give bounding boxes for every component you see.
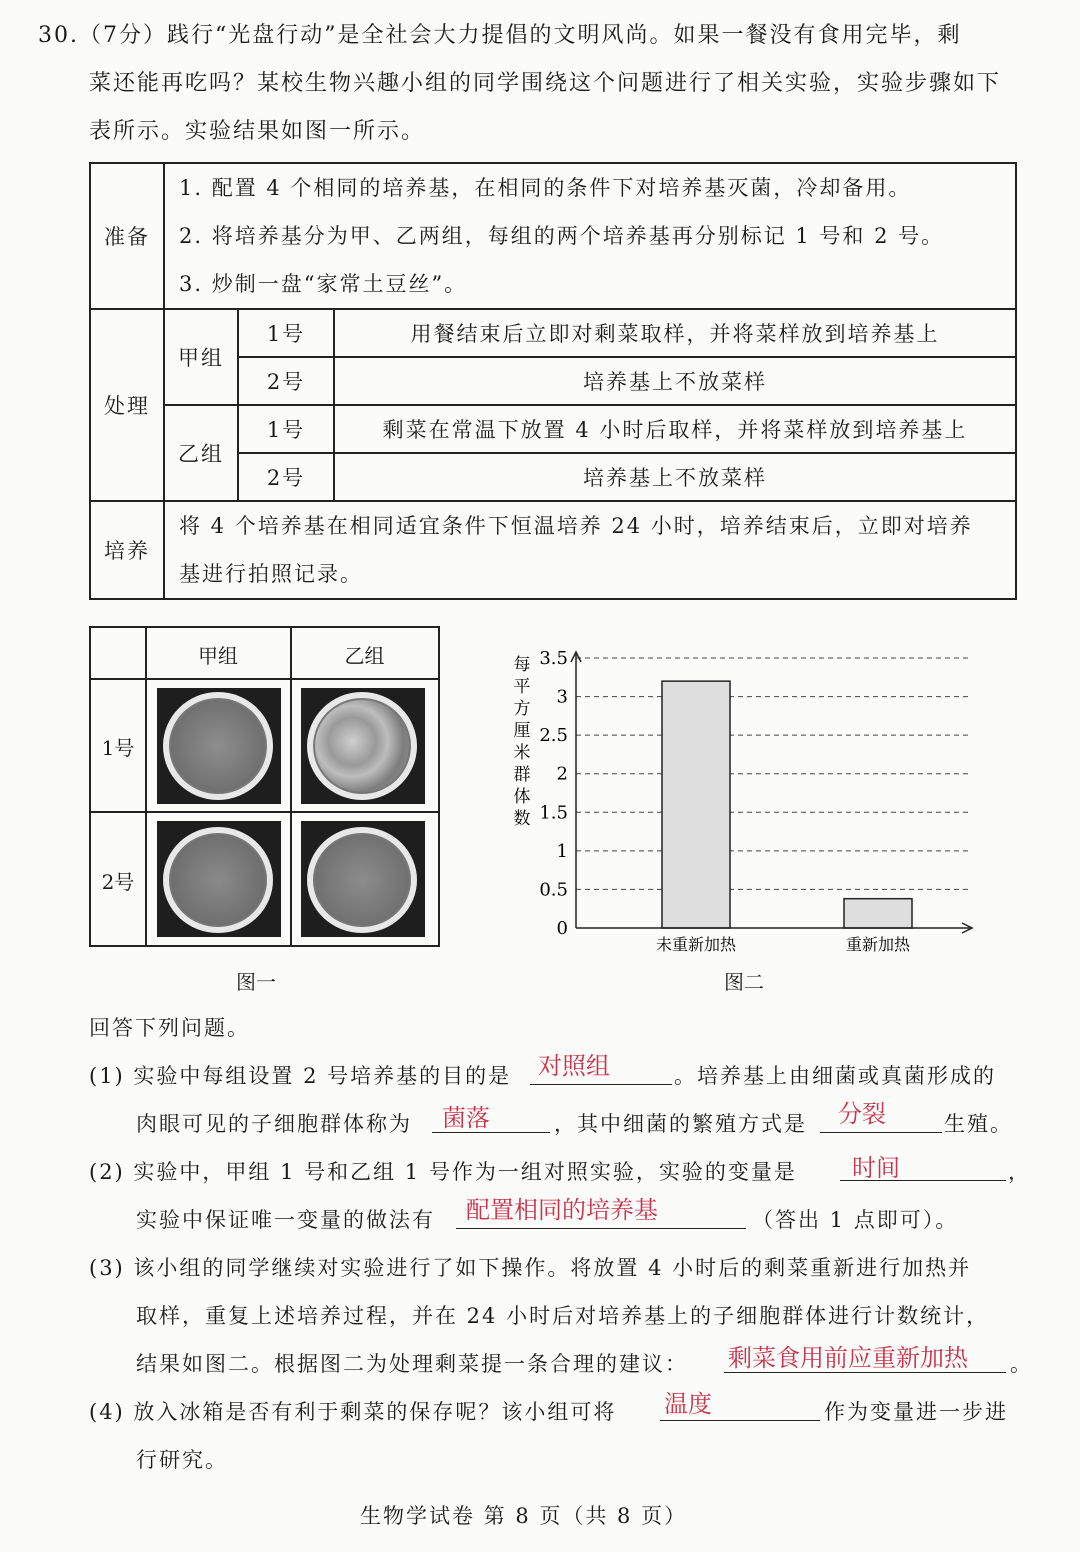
chart-ytick-label: 2.5 bbox=[539, 725, 568, 747]
figure-1-caption: 图一 bbox=[236, 970, 276, 994]
prep-row bbox=[90, 163, 1016, 309]
dish-yi-2-photo bbox=[301, 821, 425, 937]
prep-item-2: 2. 将培养基分为甲、乙两组，每组的两个培养基再分别标记 1 号和 2 号。 bbox=[179, 224, 945, 248]
culture-line-2: 基进行拍照记录。 bbox=[179, 562, 363, 586]
q1-answer-1: 对照组 bbox=[538, 1052, 610, 1080]
q2-answer-1: 时间 bbox=[852, 1154, 900, 1182]
dish-jia-2-photo bbox=[157, 821, 281, 937]
chart-bars bbox=[662, 681, 912, 928]
q2-part-b: ， bbox=[1008, 1160, 1031, 1184]
q1-answer-2: 菌落 bbox=[442, 1104, 490, 1132]
q2-part-a: (2) 实验中，甲组 1 号和乙组 1 号作为一组对照实验，实验的变量是 bbox=[89, 1160, 797, 1184]
group-yi-desc-2: 培养基上不放菜样 bbox=[334, 453, 1016, 501]
chart-xlabels bbox=[656, 935, 911, 954]
chart-xtick-label: 重新加热 bbox=[845, 935, 911, 954]
question-intro-2: 菜还能再吃吗？某校生物兴趣小组的同学围绕这个问题进行了相关实验，实验步骤如下 bbox=[89, 71, 1002, 96]
dish-jia-1-photo bbox=[157, 688, 281, 804]
fig1-col-jia: 甲组 bbox=[198, 644, 238, 668]
chart-ytick-label: 2 bbox=[556, 763, 568, 785]
group-jia-desc-1: 用餐结束后立即对剩菜取样，并将菜样放到培养基上 bbox=[334, 309, 1016, 357]
q2-answer-2: 配置相同的培养基 bbox=[466, 1196, 658, 1224]
steps-table bbox=[89, 162, 1017, 600]
q1-answer-3: 分裂 bbox=[838, 1100, 886, 1128]
q3-answer: 剩菜食用前应重新加热 bbox=[728, 1344, 968, 1372]
group-jia-num-2: 2号 bbox=[238, 357, 334, 405]
chart-xtick-label: 未重新加热 bbox=[655, 935, 737, 954]
chart-ylabel-char: 数 bbox=[513, 809, 531, 829]
q2-part-d: （答出 1 点即可）。 bbox=[752, 1208, 959, 1232]
prep-item-1: 1. 配置 4 个相同的培养基，在相同的条件下对培养基灭菌，冷却备用。 bbox=[179, 176, 912, 200]
q1-part-b: 。培养基上由细菌或真菌形成的 bbox=[674, 1064, 996, 1088]
fig1-row-1: 1号 bbox=[101, 736, 135, 760]
figure-1 bbox=[89, 626, 440, 947]
q3-part-d: 。 bbox=[1010, 1352, 1033, 1376]
q1-part-e: 生殖。 bbox=[944, 1112, 1013, 1136]
group-jia-desc-2: 培养基上不放菜样 bbox=[334, 357, 1016, 405]
answers-heading: 回答下列问题。 bbox=[89, 1016, 250, 1040]
culture-line-1: 将 4 个培养基在相同适宜条件下恒温培养 24 小时，培养结束后，立即对培养 bbox=[179, 514, 973, 538]
chart-ylabel-char: 厘 bbox=[513, 721, 531, 741]
chart-yticks bbox=[539, 648, 568, 939]
page-footer: 生物学试卷 第 8 页（共 8 页） bbox=[360, 1504, 688, 1528]
group-yi-num-1: 1号 bbox=[238, 405, 334, 453]
fig1-col-yi: 乙组 bbox=[344, 644, 385, 668]
chart-ylabel-char: 体 bbox=[513, 787, 531, 807]
group-jia: 甲组 bbox=[164, 309, 238, 405]
q1-part-a: (1) 实验中每组设置 2 号培养基的目的是 bbox=[89, 1064, 512, 1088]
chart-ytick-label: 1 bbox=[556, 840, 568, 862]
chart-ytick-label: 3.5 bbox=[539, 648, 568, 669]
culture-label: 培养 bbox=[90, 501, 164, 599]
chart-bar bbox=[844, 899, 912, 928]
chart-ylabel bbox=[514, 655, 531, 829]
q2-part-c: 实验中保证唯一变量的做法有 bbox=[136, 1208, 435, 1232]
chart-ylabel-char: 方 bbox=[513, 699, 531, 719]
question-intro-3: 表所示。实验结果如图一所示。 bbox=[89, 119, 426, 144]
q1-blank-3 bbox=[820, 1132, 942, 1133]
q3-part-a: (3) 该小组的同学继续对实验进行了如下操作。将放置 4 小时后的剩菜重新进行加热并 bbox=[89, 1256, 972, 1280]
figure-2-caption: 图二 bbox=[724, 970, 764, 994]
chart-grid bbox=[576, 658, 970, 889]
chart-ytick-label: 1.5 bbox=[539, 802, 568, 824]
q2-blank-2 bbox=[456, 1228, 746, 1229]
dish-yi-1-photo bbox=[301, 688, 425, 804]
q3-part-b: 取样，重复上述培养过程，并在 24 小时后对培养基上的子细胞群体进行计数统计， bbox=[136, 1304, 990, 1328]
question-intro-1: 30.（7分）践行“光盘行动”是全社会大力提倡的文明风尚。如果一餐没有食用完毕，剩 bbox=[38, 23, 962, 48]
chart-ylabel-char: 米 bbox=[513, 743, 531, 763]
chart-ylabel-char: 每 bbox=[513, 655, 531, 675]
figure-2-chart bbox=[500, 640, 990, 960]
group-yi-desc-1: 剩菜在常温下放置 4 小时后取样，并将菜样放到培养基上 bbox=[334, 405, 1016, 453]
process-label: 处理 bbox=[90, 309, 164, 501]
group-jia-num-1: 1号 bbox=[238, 309, 334, 357]
q3-part-c: 结果如图二。根据图二为处理剩菜提一条合理的建议： bbox=[136, 1352, 688, 1376]
chart-bar bbox=[662, 681, 730, 928]
chart-ytick-label: 0.5 bbox=[539, 879, 568, 901]
chart-ylabel-char: 群 bbox=[513, 765, 531, 785]
fig1-row-2: 2号 bbox=[101, 870, 135, 894]
q4-part-b: 作为变量进一步进 bbox=[824, 1400, 1008, 1424]
chart-ylabel-char: 平 bbox=[513, 677, 531, 697]
q4-answer: 温度 bbox=[664, 1390, 712, 1418]
group-yi: 乙组 bbox=[164, 405, 238, 501]
q4-part-c: 行研究。 bbox=[136, 1448, 228, 1472]
q1-part-d: ，其中细菌的繁殖方式是 bbox=[554, 1112, 807, 1136]
prep-label: 准备 bbox=[90, 163, 164, 309]
chart-ytick-label: 3 bbox=[556, 686, 568, 708]
q1-part-c: 肉眼可见的子细胞群体称为 bbox=[136, 1112, 412, 1136]
q1-blank-1 bbox=[530, 1084, 672, 1085]
group-yi-num-2: 2号 bbox=[238, 453, 334, 501]
q4-blank bbox=[660, 1420, 820, 1421]
chart-ytick-label: 0 bbox=[556, 918, 568, 939]
q4-part-a: (4) 放入冰箱是否有利于剩菜的保存呢？该小组可将 bbox=[89, 1400, 617, 1424]
prep-item-3: 3. 炒制一盘“家常土豆丝”。 bbox=[179, 272, 468, 296]
